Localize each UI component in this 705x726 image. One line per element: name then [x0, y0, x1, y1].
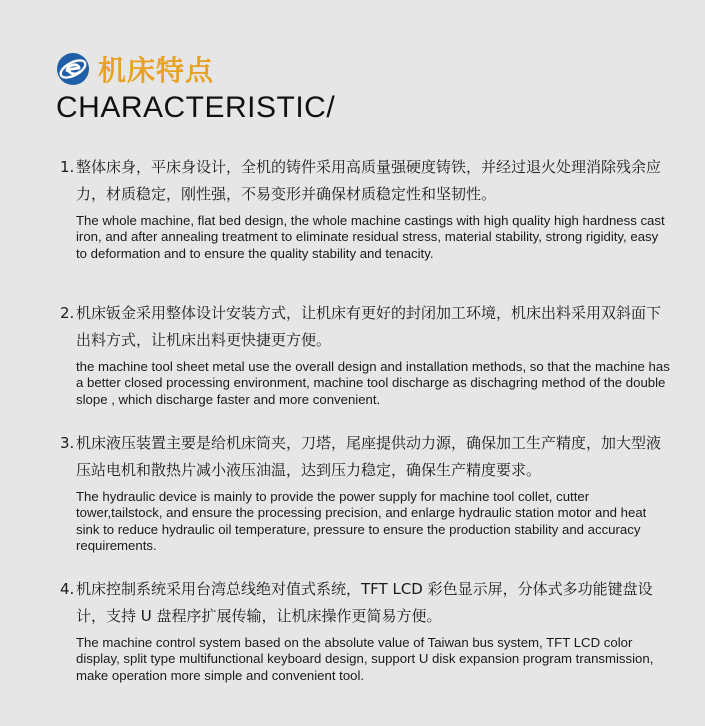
item-text-cn: 机床钣金采用整体设计安装方式，让机床有更好的封闭加工环境，机床出料采用双斜面下出料方式，让机床出料更快捷更方便。 — [76, 304, 662, 349]
page-title-en: CHARACTERISTIC/ — [56, 91, 336, 124]
page-title-cn: 机床特点 — [98, 54, 215, 87]
company-logo-icon — [56, 52, 90, 86]
item-text-en: The whole machine, flat bed design, the whole machine castings with high quality high hardness cast iron, and after annealing treatment to eliminate residual stress, material stability, strong rigidity, easy to deformation and to ensure the quality stability and tenacity. — [76, 213, 665, 261]
item-text-cn: 整体床身，平床身设计，全机的铸件采用高质量强硬度铸铁，并经过退火处理消除残余应力，材质稳定，刚性强，不易变形并确保材质稳定性和坚韧性。 — [76, 158, 662, 203]
item-text-en: the machine tool sheet metal use the overall design and installation methods, so that the machine has a better closed processing environment, machine tool discharge as dischagring method of the double slope , which discharge faster and more convenient. — [76, 359, 670, 407]
item-text-cn: 机床液压装置主要是给机床筒夹，刀塔，尾座提供动力源，确保加工生产精度，加大型液压站电机和散热片减小液压油温，达到压力稳定，确保生产精度要求。 — [76, 434, 662, 479]
item-text-en: The machine control system based on the absolute value of Taiwan bus system, TFT LCD color display, split type multifunctional keyboard design, support U disk expansion program transmission, make operation more simple and convenient tool. — [76, 635, 654, 683]
header — [56, 48, 676, 126]
list-item — [60, 430, 672, 576]
title-row — [56, 48, 676, 90]
characteristics-list — [60, 154, 672, 696]
item-number: 1. — [60, 158, 75, 176]
item-text-en: The hydraulic device is mainly to provide the power supply for machine tool collet, cutter tower,tailstock, and ensure the processing precision, and enlarge hydraulic station motor and heat sink to reduce hydraulic oil temperature, pressure to ensure the production stability and accuracy requirements. — [76, 489, 647, 553]
item-number: 2. — [60, 304, 75, 322]
item-number: 3. — [60, 434, 75, 452]
list-item — [60, 154, 672, 300]
list-item — [60, 300, 672, 430]
item-number: 4. — [60, 580, 75, 598]
list-item — [60, 576, 672, 696]
item-text-cn: 机床控制系统采用台湾总线绝对值式系统，TFT LCD 彩色显示屏，分体式多功能键盘设计，支持 U 盘程序扩展传输，让机床操作更简易方便。 — [76, 580, 653, 625]
